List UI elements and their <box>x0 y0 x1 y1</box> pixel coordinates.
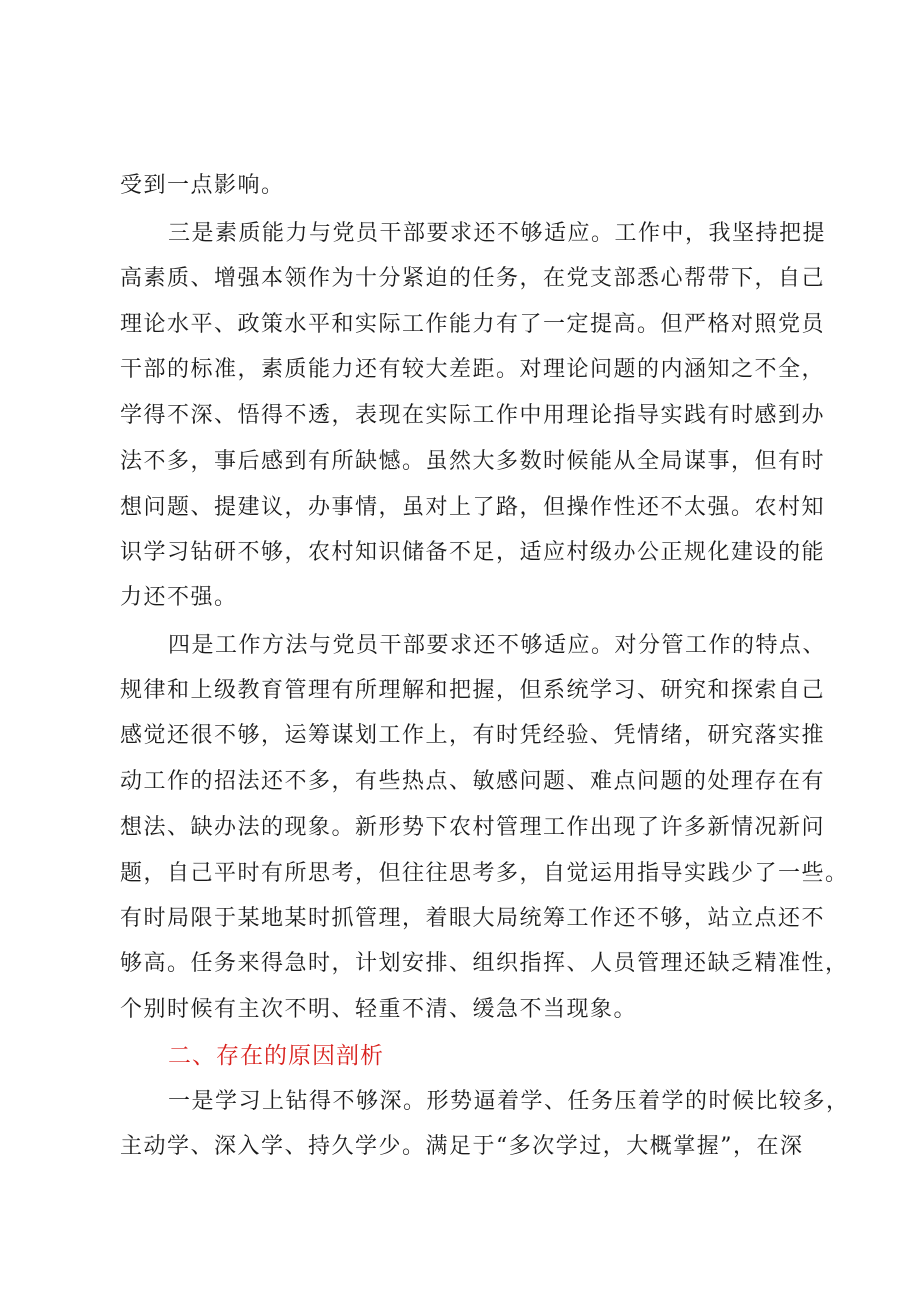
paragraph-line: 规律和上级教育管理有所理解和把握，但系统学习、研究和探索自己 <box>120 678 826 703</box>
paragraph-line: 识学习钻研不够，农村知识储备不足，适应村级办公正规化建设的能 <box>120 540 826 565</box>
paragraph-line: 四是工作方法与党员干部要求还不够适应。对分管工作的特点、 <box>168 633 827 658</box>
paragraph-line: 三是素质能力与党员干部要求还不够适应。工作中，我坚持把提 <box>168 221 827 246</box>
paragraph-line: 题，自己平时有所思考，但往往思考多，自觉运用指导实践少了一些。 <box>120 861 849 886</box>
paragraph-line: 有时局限于某地某时抓管理，着眼大局统筹工作还不够，站立点还不 <box>120 906 826 931</box>
paragraph-line: 感觉还很不够，运筹谋划工作上，有时凭经验、凭情绪，研究落实推 <box>120 723 826 748</box>
paragraph-line: 法不多，事后感到有所缺憾。虽然大多数时候能从全局谋事，但有时 <box>120 449 826 474</box>
paragraph-line: 力还不强。 <box>120 585 238 610</box>
section-heading: 二、存在的原因剖析 <box>168 1043 384 1069</box>
paragraph-line: 想法、缺办法的现象。新形势下农村管理工作出现了许多新情况新问 <box>120 815 826 840</box>
paragraph-line: 主动学、深入学、持久学少。满足于“多次学过，大概掌握”，在深 <box>120 1134 804 1159</box>
paragraph-line: 想问题、提建议，办事情，虽对上了路，但操作性还不太强。农村知 <box>120 495 826 520</box>
paragraph-line: 理论水平、政策水平和实际工作能力有了一定提高。但严格对照党员 <box>120 312 826 337</box>
paragraph-line: 够高。任务来得急时，计划安排、组织指挥、人员管理还缺乏精准性， <box>120 951 849 976</box>
paragraph-line: 动工作的招法还不多，有些热点、敏感问题、难点问题的处理存在有 <box>120 769 826 794</box>
paragraph-line: 一是学习上钻得不够深。形势逼着学、任务压着学的时候比较多， <box>168 1089 850 1114</box>
paragraph-line: 个别时候有主次不明、轻重不清、缓急不当现象。 <box>120 997 638 1022</box>
paragraph-line: 干部的标准，素质能力还有较大差距。对理论问题的内涵知之不全， <box>120 357 826 382</box>
paragraph-line: 学得不深、悟得不透，表现在实际工作中用理论指导实践有时感到办 <box>120 403 826 428</box>
paragraph-line: 高素质、增强本领作为十分紧迫的任务，在党支部悉心帮带下，自己 <box>120 266 826 291</box>
paragraph-line: 受到一点影响。 <box>120 173 285 198</box>
